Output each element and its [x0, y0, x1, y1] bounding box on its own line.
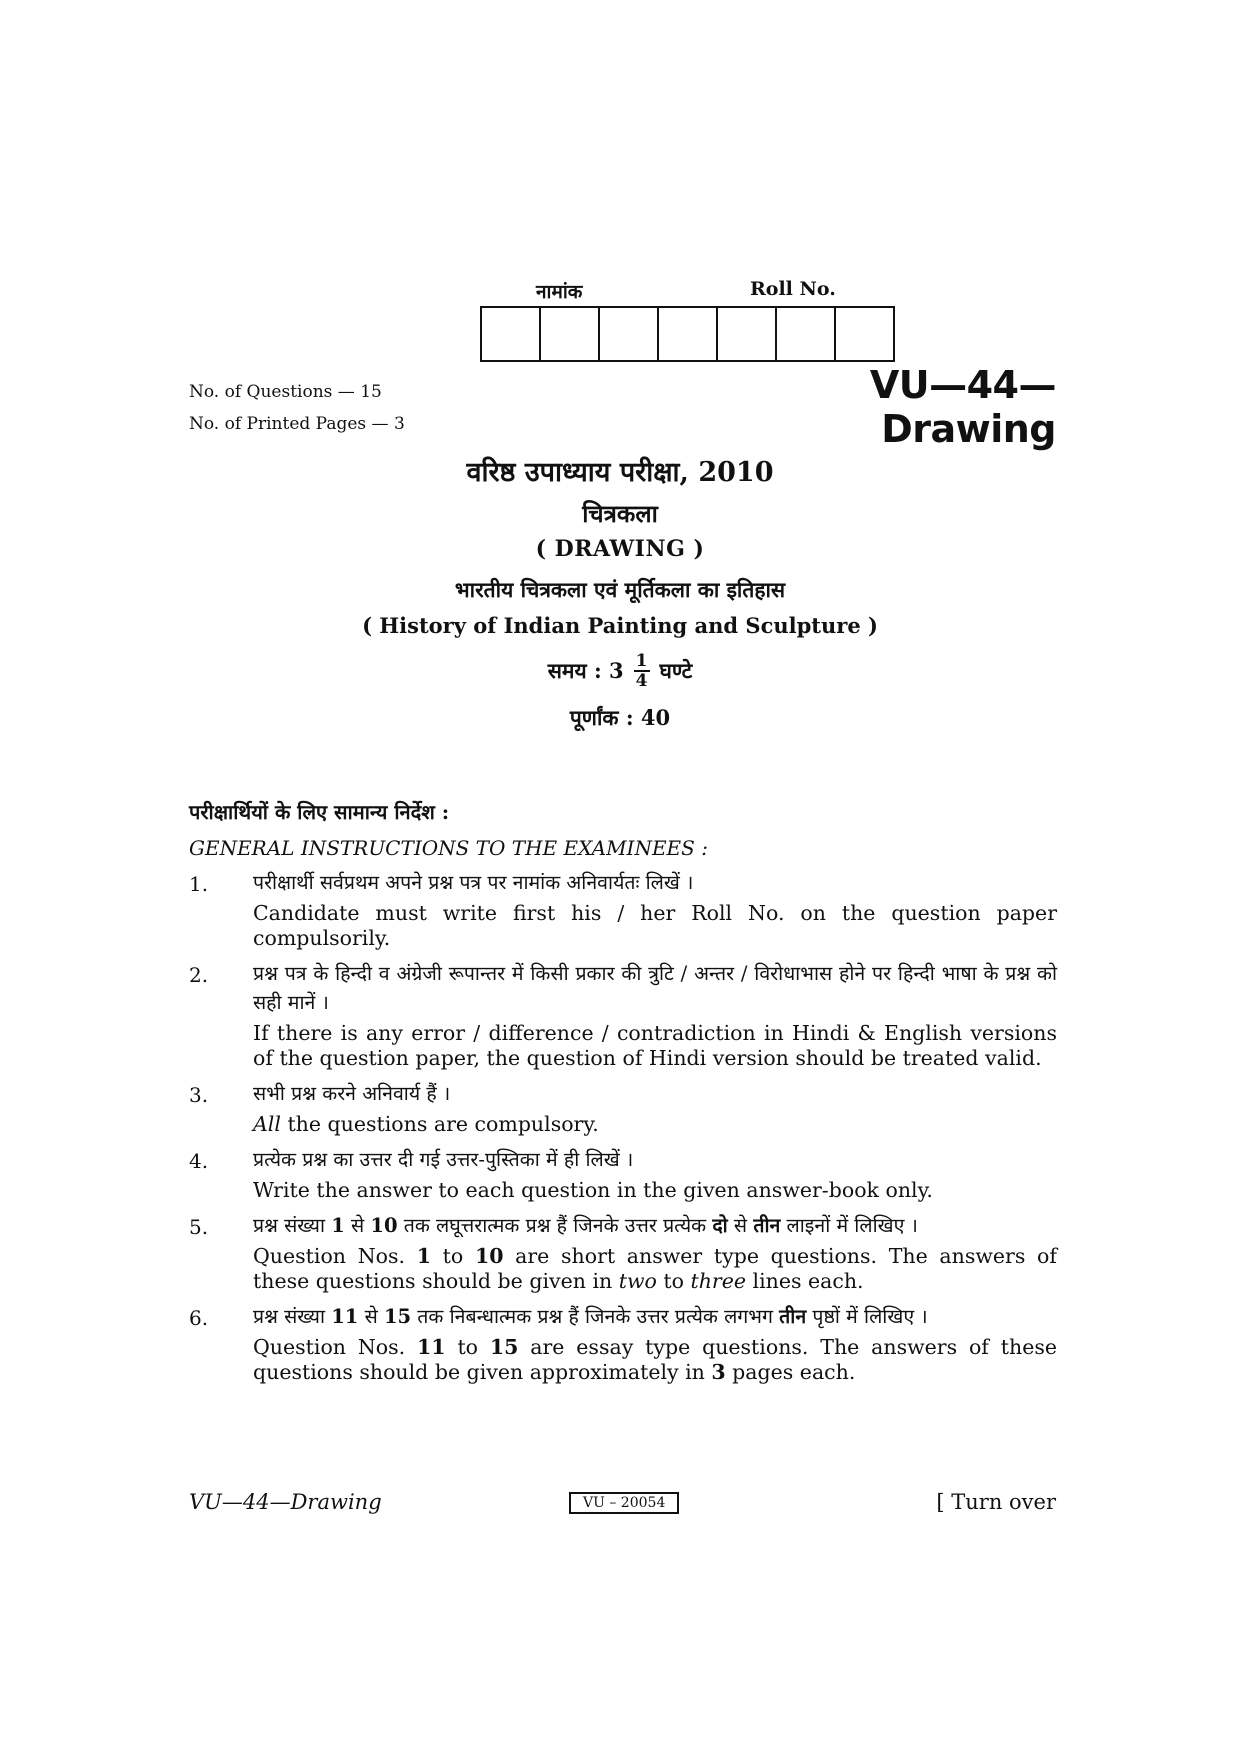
roll-digit-box[interactable] [777, 308, 836, 360]
instructions-heading-hindi: परीक्षार्थियों के लिए सामान्य निर्देश : [189, 800, 450, 824]
instruction-number: 2. [189, 963, 209, 987]
time-suffix: घण्टे [659, 658, 693, 683]
instruction-text: से [344, 1214, 371, 1237]
emphasis-text: All [253, 1112, 281, 1136]
bold-word: तीन [753, 1214, 781, 1237]
instruction-text: से [358, 1305, 384, 1328]
roll-label-english: Roll No. [750, 278, 836, 300]
bold-number: 11 [331, 1305, 359, 1328]
fraction-numerator: 1 [635, 651, 648, 671]
number-of-pages: No. of Printed Pages — 3 [189, 414, 405, 434]
instruction-english: Write the answer to each question in the given answer-book only. [253, 1178, 933, 1202]
instruction-text: प्रश्न संख्या [253, 1305, 332, 1328]
instruction-hindi: सभी प्रश्न करने अनिवार्य हैं । [253, 1082, 451, 1105]
instruction-text: to [656, 1269, 691, 1293]
instruction-hindi: प्रश्न पत्र के हिन्दी व अंग्रेजी रूपान्तर में किसी प्रकार की त्रुटि / अन्तर / विरोधाभास होने पर हिन्दी भाषा के प्रश्न को सही मानें । [253, 962, 1057, 1014]
instruction-text: प्रश्न संख्या [253, 1214, 332, 1237]
paper-title-english: ( History of Indian Painting and Sculpture ) [362, 613, 878, 638]
bold-number: 15 [383, 1305, 412, 1328]
bold-number: 3 [711, 1360, 726, 1384]
bold-number: 1 [331, 1214, 345, 1237]
instruction-item [189, 1145, 1057, 1203]
instruction-english: Candidate must write first his / her Roll No. on the question paper compulsorily. [253, 901, 1057, 950]
instruction-number: 1. [189, 872, 209, 896]
instruction-text: से [727, 1214, 754, 1237]
roll-digit-box[interactable] [836, 308, 895, 360]
bold-number: 15 [489, 1335, 519, 1359]
roll-digit-box[interactable] [659, 308, 718, 360]
instruction-hindi: परीक्षार्थी सर्वप्रथम अपने प्रश्न पत्र पर नामांक अनिवार्यतः लिखें । [253, 871, 694, 894]
roll-label-hindi: नामांक [536, 281, 583, 303]
instruction-text: to [445, 1335, 490, 1359]
instruction-hindi: प्रत्येक प्रश्न का उत्तर दी गई उत्तर-पुस्तिका में ही लिखें । [253, 1148, 634, 1171]
fraction-denominator: 4 [635, 671, 648, 691]
instruction-english: If there is any error / difference / contradiction in Hindi & English versions of the question paper, the question of Hindi version should be treated valid. [253, 1021, 1057, 1070]
paper-code: VU—44—Drawing [869, 363, 1056, 451]
instruction-text: lines each. [746, 1269, 864, 1293]
instruction-text: लाइनों में लिखिए । [780, 1214, 918, 1237]
time-fraction [634, 652, 650, 690]
maximum-marks: पूर्णांक : 40 [569, 705, 671, 730]
instruction-english [253, 1335, 1057, 1385]
instructions-list [189, 868, 1057, 1393]
turn-over-note: [ Turn over [936, 1490, 1056, 1514]
instruction-number: 5. [189, 1215, 209, 1239]
time-prefix: समय : 3 [547, 658, 624, 683]
roll-number-boxes [480, 306, 895, 362]
roll-number-labels [480, 278, 910, 304]
footer-paper-code: VU—44—Drawing [189, 1490, 382, 1514]
instruction-text: are short answer type questions. The answers of these questions should be given in [253, 1244, 1057, 1293]
emphasis-text: two [618, 1269, 657, 1293]
instruction-number: 4. [189, 1149, 209, 1173]
instruction-text: Question Nos. [253, 1244, 417, 1268]
roll-digit-box[interactable] [541, 308, 600, 360]
instruction-text: तक निबन्धात्मक प्रश्न हैं जिनके उत्तर प्रत्येक लगभग [411, 1305, 780, 1328]
subject-english: ( DRAWING ) [535, 536, 705, 562]
instruction-hindi [253, 1211, 1057, 1240]
roll-digit-box[interactable] [482, 308, 541, 360]
instruction-text: Question Nos. [253, 1335, 418, 1359]
instruction-number: 3. [189, 1083, 209, 1107]
bold-word: दो [712, 1214, 728, 1237]
bold-word: तीन [779, 1305, 807, 1328]
roll-digit-box[interactable] [718, 308, 777, 360]
instruction-text: तक लघूत्तरात्मक प्रश्न हैं जिनके उत्तर प्रत्येक [397, 1214, 713, 1237]
instructions-heading-english: GENERAL INSTRUCTIONS TO THE EXAMINEES : [189, 836, 708, 860]
instruction-item [189, 959, 1057, 1071]
instruction-text: pages each. [725, 1360, 856, 1384]
bold-number: 10 [370, 1214, 398, 1237]
footer-serial-code: VU – 20054 [569, 1492, 679, 1514]
instruction-english [253, 1112, 1057, 1137]
bold-number: 11 [417, 1335, 446, 1359]
roll-digit-box[interactable] [600, 308, 659, 360]
instruction-item [189, 1211, 1057, 1294]
subject-hindi: चित्रकला [582, 499, 658, 528]
instruction-english [253, 1244, 1057, 1294]
instruction-text: are essay type questions. The answers of these questions should be given approximately in [253, 1335, 1057, 1384]
instruction-hindi [253, 1302, 1057, 1331]
bold-number: 10 [474, 1244, 504, 1268]
instruction-number: 6. [189, 1306, 209, 1330]
instruction-text: the questions are compulsory. [280, 1112, 599, 1136]
paper-title-hindi: भारतीय चित्रकला एवं मूर्तिकला का इतिहास [454, 577, 786, 602]
emphasis-text: three [690, 1269, 746, 1293]
instruction-item [189, 868, 1057, 951]
exam-title: वरिष्ठ उपाध्याय परीक्षा, 2010 [466, 457, 774, 488]
number-of-questions: No. of Questions — 15 [189, 382, 382, 402]
bold-number: 1 [416, 1244, 431, 1268]
instruction-text: पृष्ठों में लिखिए । [806, 1305, 928, 1328]
instruction-text: to [430, 1244, 475, 1268]
time-allowed [0, 652, 1240, 690]
instruction-item [189, 1302, 1057, 1385]
instruction-item [189, 1079, 1057, 1137]
